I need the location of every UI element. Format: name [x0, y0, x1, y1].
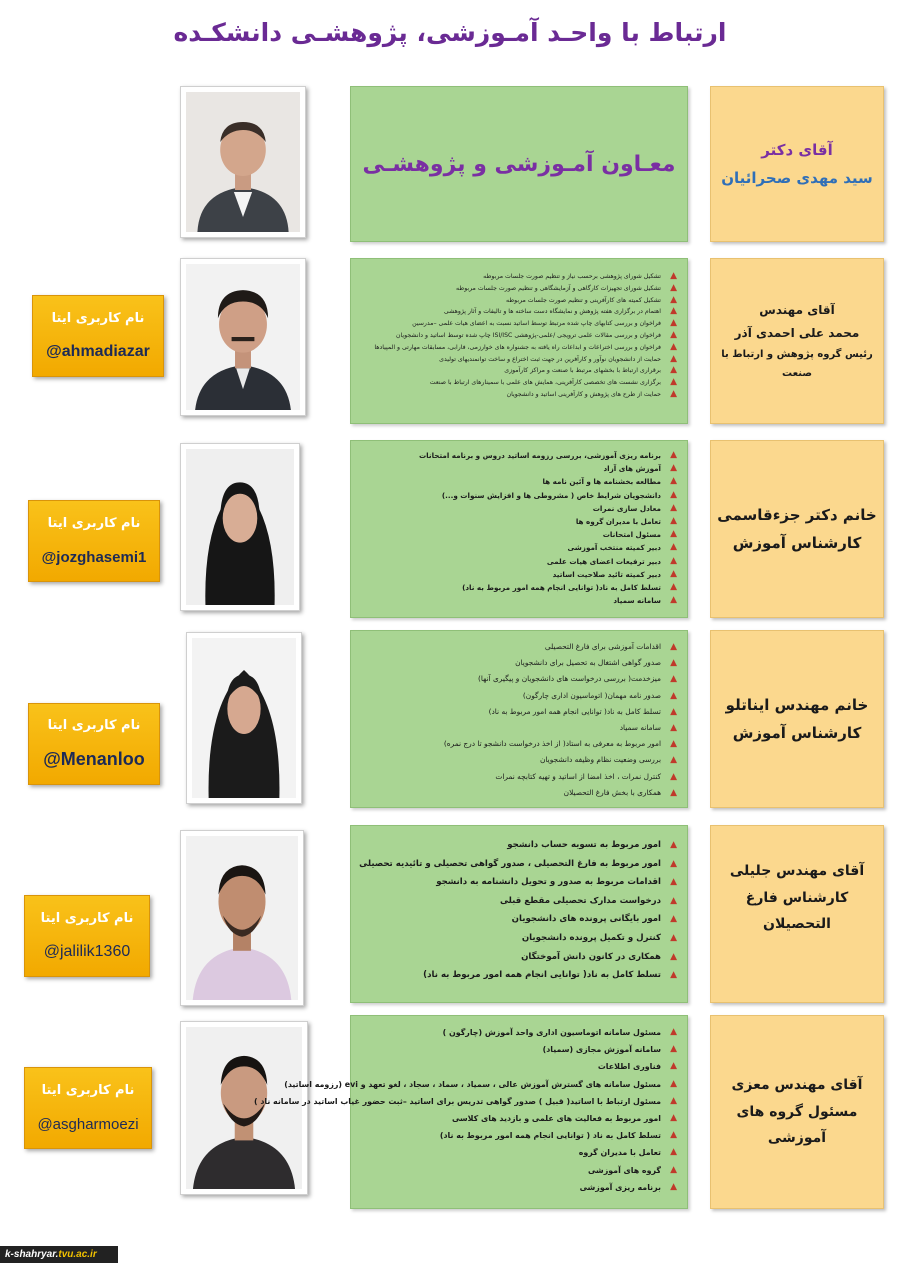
duty-item [361, 720, 677, 736]
deputy-name-box [710, 86, 884, 242]
staff-name-box [710, 258, 884, 424]
eita-card-menanloo[interactable] [28, 703, 160, 785]
duty-text: اقدامات مربوط به صدور و تحویل دانشنامه به دانشجو [436, 877, 661, 888]
page-title: ارتباط با واحـد آمـوزشی، پژوهشـی دانشکـده [173, 18, 727, 47]
eita-card-jalilik1360[interactable] [24, 895, 150, 977]
duty-text: تشکیل شورای تجهیزات کارگاهی و آزمایشگاهی و تنظیم صورت جلسات مربوطه [455, 284, 661, 292]
duty-text: فناوری اطلاعات [597, 1062, 661, 1072]
bullet-icon: ▲ [670, 365, 677, 376]
bullet-icon: ▲ [670, 294, 677, 305]
duty-item [361, 704, 677, 720]
bullet-icon: ▲ [670, 582, 677, 593]
eita-username[interactable]: @Menanloo [43, 749, 145, 769]
bullet-icon: ▲ [670, 739, 677, 750]
duty-text: دبیر ترفیعات اعضای هیات علمی [546, 556, 661, 566]
bullet-icon: ▲ [670, 1147, 677, 1158]
duty-text: دانشجویان شرایط خاص ( مشروطی ها و افزایش سنوات و...) [441, 490, 661, 500]
bullet-icon: ▲ [670, 377, 677, 388]
bullet-icon: ▲ [670, 388, 677, 399]
duty-text: بررسی وضعیت نظام وظیفه دانشجویان [540, 755, 661, 765]
staff-name: محمد علی احمدی آذر [734, 326, 860, 340]
bullet-icon: ▲ [670, 329, 677, 340]
staff-role: رئیس گروه پژوهش و ارتباط با صنعت [721, 348, 873, 379]
eita-username[interactable]: @jozghasemi1 [41, 549, 147, 566]
duty-item [361, 318, 677, 330]
duty-text: فراخوان و بررسی مقالات علمی ترویجی /علمی-پژوهشی ISI/ISC چاپ شده توسط اساتید و دانشجویان [395, 331, 661, 339]
staff-title: آقای مهندس [759, 303, 835, 318]
duty-item [361, 342, 677, 354]
duty-item [361, 892, 677, 911]
bullet-icon: ▲ [670, 642, 677, 652]
duty-item [361, 873, 677, 892]
duties-box [350, 825, 688, 1003]
portrait-image [186, 92, 300, 232]
duties-box [253, 1015, 688, 1209]
duty-text: امور مربوط به فارغ التحصیلی ، صدور گواهی تحصیلی و تائیدیه تحصیلی [359, 858, 661, 869]
duty-text: مسئول سامانه اتوماسیون اداری واحد آموزش (چارگون ) [442, 1028, 661, 1037]
deputy-name: سید مهدی صحرائیان [721, 169, 873, 187]
duty-text: برنامه ریزی آموزشی، بررسی رزومه اساتید دروس و برنامه امتحانات [418, 451, 661, 460]
staff-name: خانم دکتر جزءقاسمی [717, 505, 877, 524]
deputy-role: معـاون آمـوزشی و پژوهشـی [362, 151, 676, 177]
duty-item [361, 365, 677, 377]
duty-item [361, 377, 677, 389]
duty-item [361, 836, 677, 855]
duty-text: درخواست مدارک تحصیلی مقطع قبلی [499, 895, 661, 906]
duty-text: دبیر کمیته منتخب آموزشی [567, 543, 661, 553]
staff-photo [186, 632, 302, 804]
footer-domain: tvu.ac.ir [58, 1249, 97, 1260]
staff-name-box [710, 630, 884, 808]
staff-name: آقای مهندس معزی [731, 1077, 863, 1094]
portrait-image [186, 449, 294, 605]
duty-text: معادل سازی نمرات [592, 503, 661, 513]
duty-text: مسئول ارتباط با اساتید( قبیل ) صدور گواهی تدریس برای اساتید –ثبت حضور غیاب اساتید در سامانه ناد ) [253, 1096, 661, 1106]
duty-item [361, 1127, 677, 1144]
bullet-icon: ▲ [670, 318, 677, 329]
staff-name-box [710, 440, 884, 618]
duty-text: برقراری ارتباط با بخشهای مرتبط با صنعت و مراکز کارآموزی [504, 367, 661, 375]
duty-text: همکاری با بخش فارغ التحصیلان [563, 787, 661, 797]
duty-text: کنترل نمرات ، اخذ امضا از اساتید و تهیه کتابچه نمرات [495, 771, 661, 781]
deputy-photo [180, 86, 306, 238]
bullet-icon: ▲ [670, 463, 677, 474]
duty-text: برگزاری نشست های تخصصی کارآفرینی، همایش های علمی با سمینارهای ارتباط با صنعت [429, 379, 661, 387]
duty-text: آموزش های آزاد [603, 464, 661, 474]
eita-username[interactable]: @jalilik1360 [43, 943, 131, 961]
bullet-icon: ▲ [670, 1027, 677, 1037]
duty-item [361, 688, 677, 704]
duty-item [361, 389, 677, 401]
portrait-image [186, 836, 298, 1000]
bullet-icon: ▲ [670, 1130, 677, 1141]
portrait-image [192, 638, 296, 798]
duty-item [361, 1024, 677, 1041]
duty-text: حمایت از دانشجویان نوآور و کارآفرین در جهت ثبت اختراع و ساخت توانمندیهای تولیدی [439, 355, 661, 363]
bullet-icon: ▲ [670, 1181, 677, 1192]
eita-label: نام کاربری ایتا [51, 310, 145, 326]
bullet-icon: ▲ [670, 306, 677, 317]
bullet-icon: ▲ [670, 932, 677, 943]
bullet-icon: ▲ [670, 595, 677, 606]
bullet-icon: ▲ [670, 568, 677, 579]
footer-prefix: k-shahryar. [5, 1249, 59, 1260]
bullet-icon: ▲ [670, 690, 677, 701]
deputy-role-box [350, 86, 688, 242]
duty-item [361, 528, 677, 541]
duty-item [284, 1076, 677, 1093]
bullet-icon: ▲ [670, 353, 677, 364]
staff-role: کارشناس آموزش [732, 534, 862, 552]
bullet-icon: ▲ [670, 1095, 677, 1106]
duty-text: مطالعه بخشنامه ها و آئین نامه ها [542, 477, 661, 487]
duty-item [361, 752, 677, 768]
duty-item [361, 568, 677, 581]
bullet-icon: ▲ [670, 787, 677, 798]
eita-label: نام کاربری ایتا [47, 718, 141, 733]
eita-username[interactable]: @asgharmoezi [37, 1116, 139, 1133]
bullet-icon: ▲ [670, 489, 677, 500]
duty-text: امور مربوط به فعالیت های علمی و بازدید های کلاسی [451, 1114, 661, 1124]
bullet-icon: ▲ [670, 542, 677, 553]
staff-name: آقای مهندس جلیلی [729, 863, 865, 879]
duty-item [361, 1058, 677, 1075]
duty-item [361, 555, 677, 568]
bullet-icon: ▲ [670, 840, 677, 850]
duty-item [361, 1110, 677, 1127]
duty-text: حمایت از طرح های پژوهش و کارآفرینی اساتید و دانشجویان [506, 390, 661, 398]
deputy-title: آقای دکتر [761, 140, 833, 159]
staff-name: خانم مهندس ایناتلو [725, 695, 869, 714]
duty-text: مسئول امتحانات [602, 530, 661, 540]
duty-text: برنامه ریزی آموزشی [579, 1182, 661, 1192]
eita-card-jozghasemi1[interactable] [28, 500, 160, 582]
duty-text: تسلط کامل به ناد( توانایی انجام همه امور مربوط به ناد) [462, 583, 661, 593]
staff-photo [180, 443, 300, 611]
eita-card-ahmadiazar[interactable] [32, 295, 164, 377]
eita-label: نام کاربری ایتا [41, 1083, 135, 1098]
bullet-icon: ▲ [670, 858, 677, 869]
duty-text: تسلط کامل به ناد( توانایی انجام همه امور مربوط به ناد) [488, 706, 661, 716]
duty-item [361, 736, 677, 752]
duty-item [361, 1179, 677, 1196]
duty-item [361, 515, 677, 528]
duty-item [361, 295, 677, 307]
duty-text: اقدامات آموزشی برای فارغ التحصیلی [544, 642, 661, 651]
duty-item [361, 966, 677, 985]
bullet-icon: ▲ [670, 476, 677, 487]
bullet-icon: ▲ [670, 282, 677, 293]
staff-photo [180, 830, 304, 1006]
bullet-icon: ▲ [670, 1061, 677, 1072]
bullet-icon: ▲ [670, 1164, 677, 1175]
duty-item [361, 855, 677, 874]
duty-text: تعامل با مدیران گروه ها [575, 517, 661, 527]
bullet-icon: ▲ [670, 502, 677, 513]
staff-name-box [710, 1015, 884, 1209]
duty-item [361, 541, 677, 554]
bullet-icon: ▲ [670, 674, 677, 685]
duty-text: اهتمام در برگزاری هفته پژوهش و نمایشگاه دست ساخته ها و تالیفات و آثار پژوهشی [443, 308, 661, 316]
duty-text: امور مربوط به معرفی به استاد( از اخذ درخواست دانشجو تا درج نمره) [443, 739, 661, 749]
duty-text: سامانه سمیاد [619, 723, 661, 733]
duty-item [361, 489, 677, 502]
duty-item [361, 502, 677, 515]
duty-item [361, 929, 677, 948]
duty-item [361, 581, 677, 594]
duty-text: سامانه سمیاد [613, 596, 661, 606]
duty-text: تشکیل کمیته های کارآفرینی و تنظیم صورت جلسات مربوطه [505, 296, 661, 304]
duty-text: سامانه آموزش مجازی (سمیاد) [542, 1045, 661, 1055]
duty-item [361, 594, 677, 607]
bullet-icon: ▲ [670, 450, 677, 460]
bullet-icon: ▲ [670, 914, 677, 925]
duty-item [361, 449, 677, 462]
bullet-icon: ▲ [670, 771, 677, 782]
duty-item [361, 948, 677, 967]
bullet-icon: ▲ [670, 895, 677, 906]
staff-photo [180, 258, 306, 416]
staff-name-box [710, 825, 884, 1003]
staff-role: مسئول گروه های آموزشی [736, 1103, 858, 1147]
eita-username[interactable]: @ahmadiazar [46, 343, 150, 361]
bullet-icon: ▲ [670, 1078, 677, 1089]
duty-item [361, 462, 677, 475]
duty-text: امور مربوط به تسویه حساب دانشجو [507, 840, 661, 850]
duty-text: کنترل و تکمیل پرونده دانشجویان [521, 932, 661, 943]
bullet-icon: ▲ [670, 516, 677, 527]
bullet-icon: ▲ [670, 951, 677, 962]
duties-box [350, 258, 688, 424]
duty-item [361, 354, 677, 366]
duty-item [361, 283, 677, 295]
bullet-icon: ▲ [670, 341, 677, 352]
bullet-icon: ▲ [670, 755, 677, 766]
duty-text: همکاری در کانون دانش آموختگان [521, 951, 661, 962]
duty-text: مسئول سامانه های گسترش آموزش عالی ، سمیاد ، سماد ، سجاد ، لغو تعهد و evi (رزومه اساتید) [284, 1079, 661, 1089]
duty-text: فراخوان و بررسی کتابهای چاپ شده مرتبط توسط اساتید نسبت به اعضای هیات علمی –مدرسین [412, 320, 661, 328]
duty-item [361, 271, 677, 283]
duty-item [361, 1144, 677, 1161]
duty-item [361, 769, 677, 785]
bullet-icon: ▲ [670, 555, 677, 566]
duties-box [350, 630, 688, 808]
duty-item [361, 306, 677, 318]
duty-text: تسلط کامل به ناد ( توانایی انجام همه امور مربوط به ناد) [439, 1131, 661, 1141]
duty-item [361, 330, 677, 342]
duty-item [361, 785, 677, 801]
duty-item [253, 1093, 677, 1110]
duty-item [361, 475, 677, 488]
duty-item [361, 671, 677, 687]
duty-text: امور بایگانی پرونده های دانشجویان [511, 914, 661, 925]
duty-item [361, 910, 677, 929]
bullet-icon: ▲ [670, 877, 677, 888]
duty-text: گروه های آموزشی [587, 1165, 661, 1175]
bullet-icon: ▲ [670, 271, 677, 281]
duty-item [361, 655, 677, 671]
duty-text: دبیر کمیته تائید صلاحیت اساتید [552, 569, 661, 579]
duty-text: صدور گواهی اشتغال به تحصیل برای دانشجویان [515, 658, 661, 668]
bullet-icon: ▲ [670, 970, 677, 981]
duties-box [350, 440, 688, 618]
eita-card-asgharmoezi[interactable] [24, 1067, 152, 1149]
duty-text: تسلط کامل به ناد( توانایی انجام همه امور مربوط به ناد) [423, 970, 661, 981]
bullet-icon: ▲ [670, 1113, 677, 1124]
bullet-icon: ▲ [670, 706, 677, 717]
footer-website[interactable] [0, 1246, 118, 1263]
duty-item [361, 1162, 677, 1179]
duty-text: فراخوان و بررسی اختراعات و ابداعات راه یافته به جشنواره های خوارزمی، فارابی، مسابقات مهارتی و المپیادها [374, 343, 661, 351]
bullet-icon: ▲ [670, 723, 677, 734]
duty-item [361, 1041, 677, 1058]
duty-text: میزخدمت( بررسی درخواست های دانشجویان و پیگیری آنها) [477, 674, 661, 684]
duty-item [361, 639, 677, 655]
duty-text: تعامل با مدیران گروه [578, 1148, 661, 1158]
bullet-icon: ▲ [670, 529, 677, 540]
portrait-image [186, 264, 300, 410]
staff-role: کارشناس فارغ التحصیلان [745, 889, 849, 933]
eita-label: نام کاربری ایتا [47, 516, 141, 531]
duty-text: تشکیل شورای پژوهشی برحسب نیاز و تنظیم صورت جلسات مربوطه [483, 273, 661, 280]
bullet-icon: ▲ [670, 1044, 677, 1055]
duty-text: صدور نامه مهمان( اتوماسیون اداری چارگون) [522, 690, 661, 700]
bullet-icon: ▲ [670, 658, 677, 669]
staff-role: کارشناس آموزش [732, 724, 862, 742]
eita-label: نام کاربری ایتا [40, 910, 134, 926]
